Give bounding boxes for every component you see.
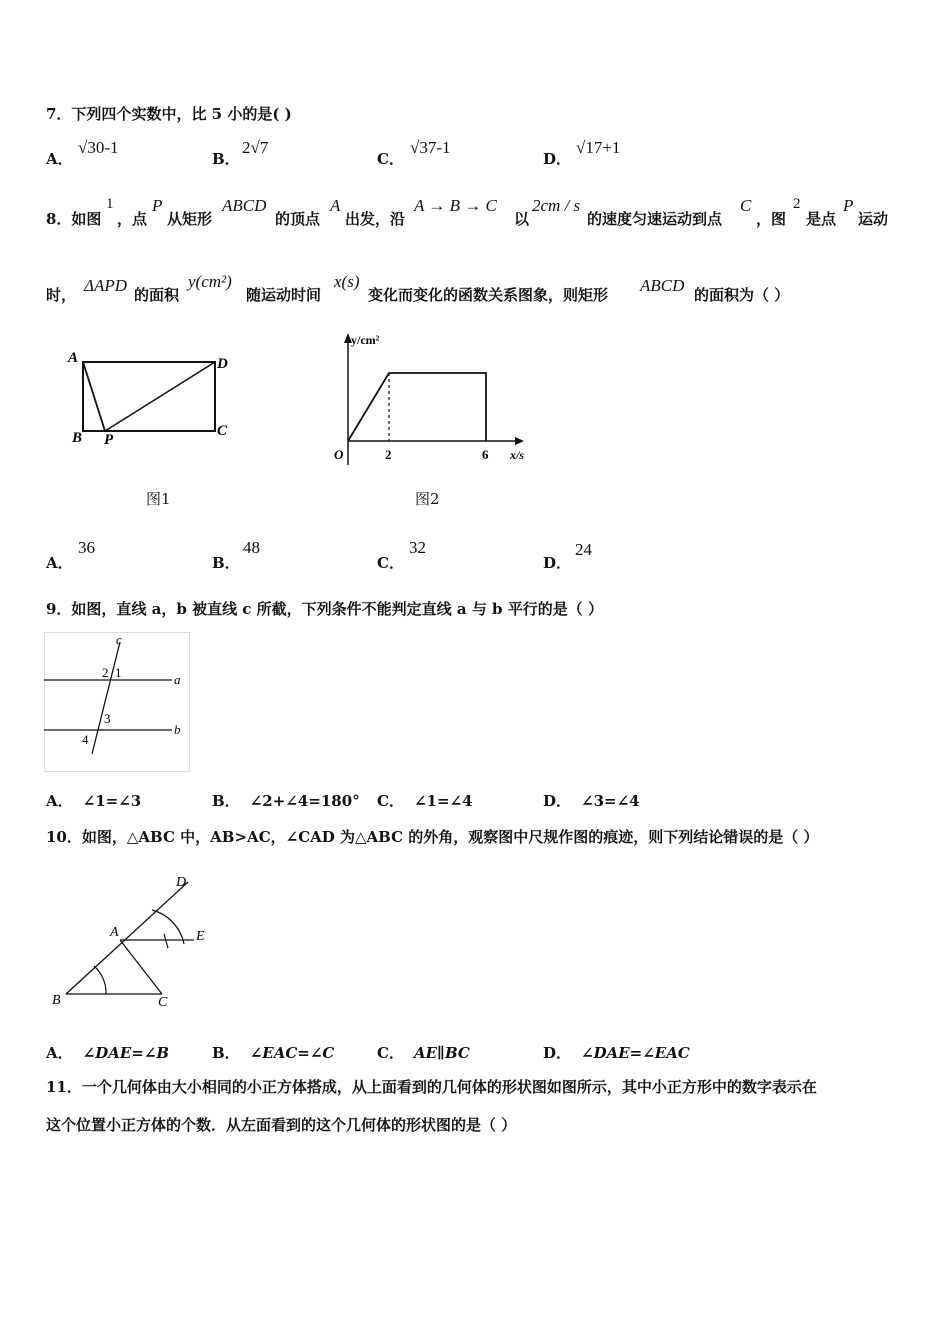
q7-option-d[interactable]: D． — [543, 150, 572, 168]
q9-option-a[interactable]: A． ∠1=∠3 — [46, 792, 142, 810]
q8-path: A → B → C — [414, 196, 497, 215]
q8-line2-seg6: 变化而变化的函数关系图象，则矩形 — [368, 286, 609, 304]
q10-label-b: B — [52, 993, 61, 1008]
q7-stem: 7．下列四个实数中，比 5 小的是( ) — [46, 105, 292, 123]
q8-point-c: C — [740, 196, 752, 215]
q8-line1-seg12: 的速度匀速运动到点 — [587, 210, 723, 228]
q7-option-a-expr: √30-1 — [78, 138, 119, 157]
q8-point-p-2: P — [843, 196, 854, 215]
q9-option-b[interactable]: B． ∠2+∠4=180° — [212, 792, 360, 810]
q8-fig-number-2: 2 — [793, 196, 801, 212]
q9-label-b: b — [174, 722, 181, 737]
q8-line1-seg4: 从矩形 — [167, 210, 213, 228]
q10-label-d: D — [176, 875, 187, 890]
q8-x-s: x(s) — [334, 272, 360, 291]
q10-option-c[interactable]: C． AE∥BC — [377, 1044, 470, 1062]
q8-option-d-value: 24 — [575, 540, 592, 559]
q10-option-d[interactable]: D． ∠DAE=∠EAC — [543, 1044, 690, 1062]
q11-line1: 11．一个几何体由大小相同的小正方体搭成，从上面看到的几何体的形状图如图所示，其中小正方形中的数字表示在 — [46, 1078, 817, 1096]
q8-option-b-value: 48 — [243, 538, 260, 557]
q8-line1-seg10: 以 — [514, 210, 530, 228]
q8-fig2-caption: 图2 — [415, 490, 440, 508]
q8-fig1-caption: 图1 — [146, 490, 171, 508]
q10-option-b[interactable]: B． ∠EAC=∠C — [212, 1044, 335, 1062]
q8-line1-seg16: 是点 — [806, 210, 837, 228]
fig1-label-c: C — [217, 423, 228, 439]
fig2-tick-6: 6 — [482, 447, 489, 462]
q8-triangle-apd: ΔAPD — [84, 276, 128, 295]
q10-stem: 10．如图，△ABC 中，AB>AC，∠CAD 为△ABC 的外角，观察图中尺规作图的痕迹，则下列结论错误的是（ ） — [46, 828, 819, 846]
q7-option-c[interactable]: C． — [377, 150, 404, 168]
q9-label-c: c — [116, 632, 122, 647]
q9-label-2: 2 — [102, 665, 109, 680]
q8-line2-seg0: 时， — [46, 286, 77, 304]
q8-line1-seg8: 出发，沿 — [345, 210, 406, 228]
q8-line1-seg14: ，图 — [756, 210, 787, 228]
fig1-label-a: A — [68, 350, 79, 366]
q8-line1-seg6: 的顶点 — [275, 210, 321, 228]
q8-option-a-value: 36 — [78, 538, 95, 557]
fig2-origin: O — [334, 447, 344, 462]
q8-option-c[interactable]: C． — [377, 554, 404, 572]
q7-option-b-expr: 2√7 — [242, 138, 269, 157]
q8-option-c-value: 32 — [409, 538, 426, 557]
q7-option-b[interactable]: B． — [212, 150, 240, 168]
q10-label-a: A — [110, 925, 119, 940]
q8-option-b[interactable]: B． — [212, 554, 240, 572]
q8-line1-seg2: ，点 — [117, 210, 148, 228]
q10-label-c: C — [158, 995, 168, 1010]
fig1-label-b: B — [72, 430, 83, 446]
q8-line1-seg18: 运动 — [858, 210, 889, 228]
q9-label-1: 1 — [115, 665, 122, 680]
q8-figure-2 — [310, 325, 540, 475]
q9-option-c[interactable]: C． ∠1=∠4 — [377, 792, 473, 810]
fig1-label-p: P — [104, 432, 114, 448]
q8-line2-seg2: 的面积 — [134, 286, 180, 304]
q9-label-4: 4 — [82, 732, 89, 747]
fig2-x-label: x/s — [510, 448, 525, 462]
q9-label-3: 3 — [104, 711, 111, 726]
q8-point-a: A — [330, 196, 341, 215]
q8-fig-number-1: 1 — [106, 196, 114, 212]
q8-point-p: P — [152, 196, 163, 215]
q8-speed: 2cm / s — [532, 196, 581, 215]
q8-figure-1 — [60, 340, 240, 460]
fig2-tick-2: 2 — [385, 447, 392, 462]
q7-option-d-expr: √17+1 — [576, 138, 621, 157]
q10-label-e: E — [196, 929, 205, 944]
q11-line2: 这个位置小正方体的个数．从左面看到的这个几何体的形状图的是（ ） — [46, 1116, 517, 1134]
q7-option-c-expr: √37-1 — [410, 138, 451, 157]
q10-figure — [44, 868, 219, 1013]
q9-stem: 9．如图，直线 a，b 被直线 c 所截，下列条件不能判定直线 a 与 b 平行的是（ ） — [46, 600, 603, 618]
q9-option-d[interactable]: D． ∠3=∠4 — [543, 792, 640, 810]
q8-rect-abcd: ABCD — [222, 196, 267, 215]
q8-rect-abcd-2: ABCD — [640, 276, 685, 295]
q8-line2-seg4: 随运动时间 — [246, 286, 322, 304]
q10-option-a[interactable]: A． ∠DAE=∠B — [46, 1044, 170, 1062]
q8-y-cm2: y(cm²) — [188, 272, 232, 291]
q9-label-a: a — [174, 672, 181, 687]
q7-option-a[interactable]: A． — [46, 150, 73, 168]
q8-line1-seg0: 8．如图 — [46, 210, 102, 228]
fig2-y-label: y/cm² — [351, 333, 380, 347]
q8-option-d[interactable]: D． — [543, 554, 572, 572]
fig1-label-d: D — [217, 356, 228, 372]
q8-line2-seg8: 的面积为（ ） — [694, 286, 790, 304]
q8-option-a[interactable]: A． — [46, 554, 73, 572]
q9-figure — [44, 632, 190, 772]
